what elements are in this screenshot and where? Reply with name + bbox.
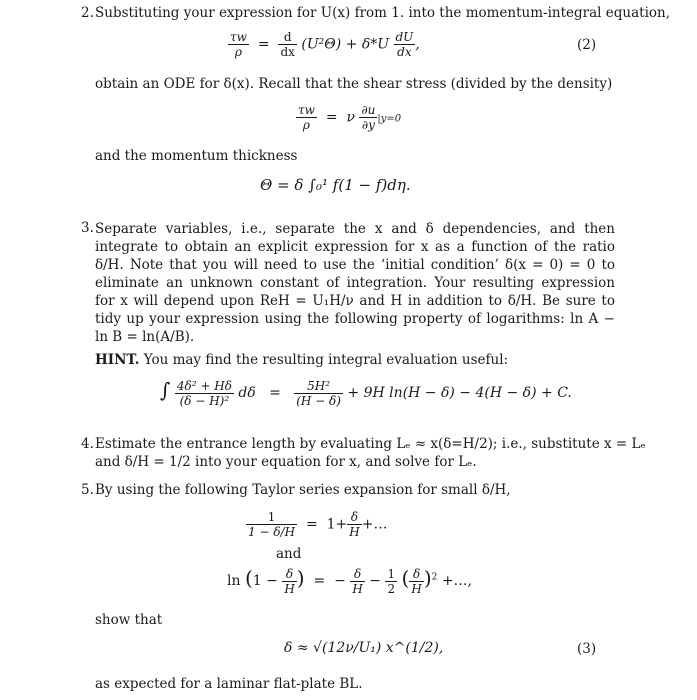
- s2-half-den: 2: [387, 581, 396, 596]
- shear-du: ∂u: [361, 103, 376, 117]
- s1-rhs-pre: 1+: [326, 516, 348, 533]
- eq2-du-den: dx: [397, 45, 412, 59]
- eq2-term1: (U²Θ) + δ*U: [301, 36, 390, 53]
- s2-rhs-post: +…,: [441, 573, 472, 589]
- rhs-num: 5H²: [294, 379, 343, 394]
- integral-equation: ∫ $\frac{\text{4δ² + Hδ}}{\text{(δ − H)²}}$ dδ = $\frac{\text{5H²}}{(H - \delta)}$ + 9H ln(H − δ) − 4(H − δ) + C.: [160, 378, 572, 408]
- shear-lhs-den: ρ: [302, 118, 310, 132]
- shear-stress-equation: $\frac{\tau w}{\rho}$ = ν $\frac{\partial u}{\partial y}$ |y=0: [298, 103, 402, 132]
- s2-rhs-pre: −: [334, 573, 346, 589]
- eq3-label: (3): [577, 641, 597, 657]
- item3-number: 3.: [81, 220, 94, 236]
- hint-line: [95, 352, 508, 369]
- s2-den: H: [284, 581, 295, 596]
- item2-line1: Substituting your expression for U(x) from 1. into the momentum-integral equation,: [95, 5, 671, 21]
- last-line: as expected for a laminar flat-plate BL.: [95, 676, 363, 692]
- item4-line1: Estimate the entrance length by evaluating Lₑ ≈ x(δ=H/2); i.e., substitute x = Lₑ: [95, 436, 646, 452]
- equation-2: $\frac{\tau w}{\rho}$ = $\frac{d}{dx}$ (U²Θ) + δ*U $\frac{dU}{dx}$ ,: [230, 30, 420, 59]
- s2-half-num: 1: [387, 566, 396, 581]
- hint-text: You may find the resulting integral evaluation useful:: [143, 352, 509, 368]
- item4-line2: and δ/H = 1/2 into your equation for x, and solve for Lₑ.: [95, 454, 477, 470]
- item2-number: 2.: [81, 5, 94, 21]
- item2-line2: obtain an ODE for δ(x). Recall that the shear stress (divided by the density): [95, 76, 613, 92]
- shear-rhs-pre: ν: [346, 109, 355, 126]
- item2-line3: and the momentum thickness: [95, 148, 298, 164]
- eq2-d-num: d: [278, 30, 296, 45]
- eq2-d-den: dx: [280, 45, 295, 59]
- eq2-lhs-den: ρ: [234, 45, 242, 59]
- shear-lhs-num: τw: [298, 103, 315, 117]
- eq2-lhs-num: τw: [230, 30, 247, 44]
- taylor-series-1: $\frac{1}{1 - \delta/H}$ = 1+ $\frac{\delta}{H}$ +…: [248, 510, 388, 539]
- s2-lhs: ln: [227, 573, 241, 589]
- rhs-rest: + 9H ln(H − δ) − 4(H − δ) + C.: [347, 385, 572, 401]
- s1-rhs-den: H: [349, 525, 360, 539]
- s1-rhs-num: δ: [347, 510, 361, 525]
- shear-dy: ∂y: [361, 118, 375, 132]
- and-text: and: [276, 546, 302, 562]
- eq2-du-num: dU: [395, 30, 414, 44]
- item4-number: 4.: [81, 436, 94, 452]
- rhs-den: (H − δ): [296, 393, 341, 408]
- item5-line1: By using the following Taylor series expansion for small δ/H,: [95, 482, 511, 498]
- item3-text: Separate variables, i.e., separate the x and δ dependencies, and then integrate to obtain an explicit expression for x as a function of the ratio δ/H. Note that you will need to use the ‘initial condition’ δ(x = 0) = 0 to eliminate an unknown constant of integration. Your resulting expression for x will depend upon ReH = U₁H/ν and H in addition to δ/H. Be sure to tidy up your expression using the following property of logarithms: ln A − ln B = ln(A/B).: [95, 221, 615, 345]
- result-equation: δ ≈ √(12ν/U₁) x^(1/2),: [284, 640, 444, 656]
- momentum-thickness-equation: Θ = δ ∫₀¹ f(1 − f)dη.: [260, 176, 411, 194]
- int-den: (δ − H)²: [179, 393, 230, 408]
- item5-number: 5.: [81, 482, 94, 498]
- eq2-label: (2): [577, 37, 597, 53]
- s2-num: δ: [282, 567, 296, 582]
- s1-num: 1: [246, 510, 297, 525]
- hint-label: HINT.: [95, 352, 140, 368]
- int-num: 4δ² + Hδ: [176, 378, 232, 393]
- taylor-series-2: ln (1 − $\frac{\delta}{H}$ ) = − $\frac{\delta}{H}$ − $\frac{1}{2}$ ( $\frac{\delta}{H}$ )$^2$ +…,: [227, 566, 472, 596]
- s1-rhs-post: +…: [361, 516, 388, 533]
- shear-eval: |y=0: [377, 113, 402, 125]
- int-dd: dδ: [238, 385, 256, 401]
- show-that-text: show that: [95, 612, 163, 628]
- integral-sign-icon: ∫: [160, 378, 171, 402]
- s1-den: 1 − δ/H: [248, 525, 296, 539]
